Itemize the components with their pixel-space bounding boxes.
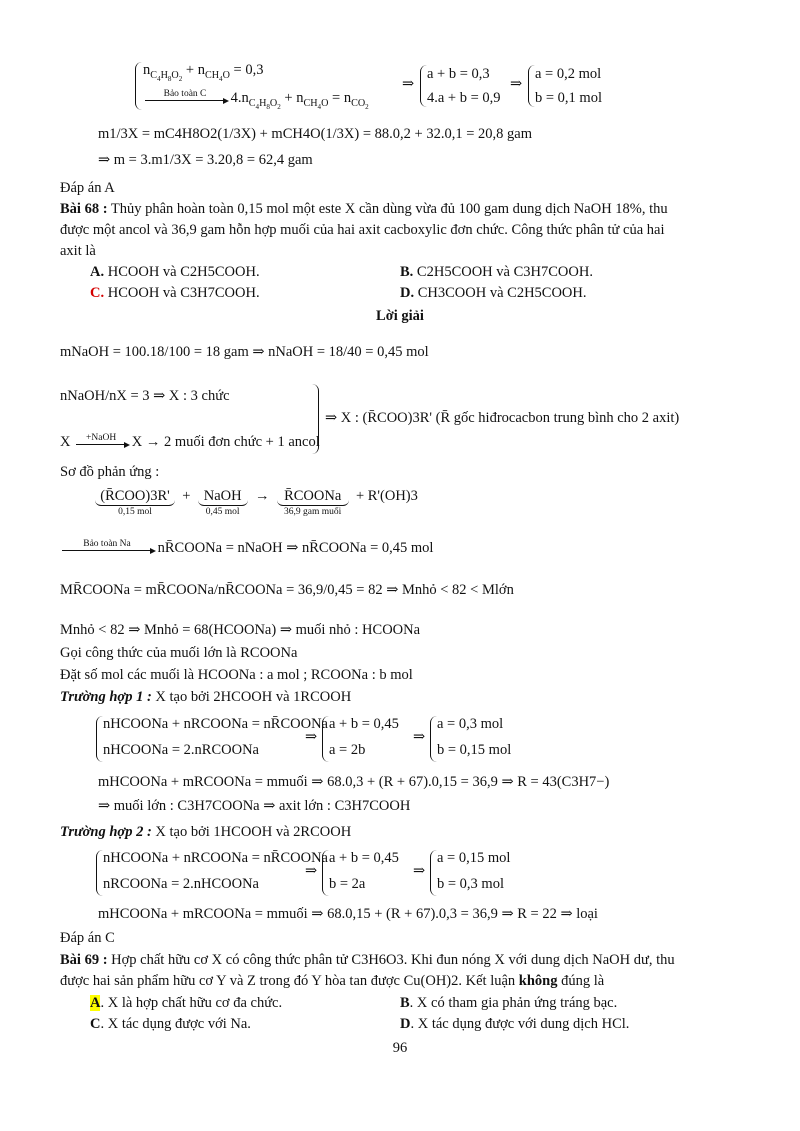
equation-line: a + b = 0,45 [329,850,399,866]
system-brace [430,850,437,896]
option-b: B. X có tham gia phản ứng tráng bạc. [400,995,618,1011]
system-brace [322,850,329,896]
solution-title: Lời giải [376,308,424,324]
implies-symbol: ⇒ [413,729,426,745]
question-line: Bài 69 : Hợp chất hữu cơ X có công thức phân tử C3H6O3. Khi đun nóng X với dung dịch NaOH dư, thu [60,952,675,968]
equation-line: ⇒ muối lớn : C3H7COONa ⇒ axit lớn : C3H7COOH [98,798,411,814]
option-a: A. HCOOH và C2H5COOH. [90,264,260,280]
equation-line: nNaOH/nX = 3 ⇒ X : 3 chức [60,388,230,404]
option-c: C. X tác dụng được với Na. [90,1016,251,1032]
equation-line: b = 2a [329,876,366,892]
page-number: 96 [392,1040,408,1056]
equation-line: MR̄COONa = mR̄COONa/nR̄COONa = 36,9/0,45 = 82 ⇒ Mnhỏ < 82 < Mlớn [60,582,514,598]
equation-line: b = 0,15 mol [437,742,512,758]
equation-line: $n_{C_4H_8O_2} + n_{CH_4O} = 0,3$ [143,62,264,83]
scheme-title: Sơ đồ phản ứng : [60,464,160,480]
equation-line: Mnhỏ < 82 ⇒ Mnhỏ = 68(HCOONa) ⇒ muối nhỏ : HCOONa [60,622,421,638]
answer-line: Đáp án C [60,930,115,946]
equation-line: a + b = 0,3 [427,66,490,82]
option-d: D. X tác dụng được với dung dịch HCl. [400,1016,630,1032]
system-brace [96,850,103,896]
equation-line: a = 2b [329,742,366,758]
equation-line: Bảo toàn Na nR̄COONa = nNaOH ⇒ nR̄COONa = 0,45 mol [60,538,433,558]
conservation-arrow: Bảo toàn Na [62,538,152,551]
system-brace [312,384,319,454]
reaction-arrow: +NaOH [76,432,126,445]
problem-label: Bài 69 : [60,952,108,968]
equation-line: a = 0,2 mol [535,66,602,82]
equation-line: 4.a + b = 0,9 [427,90,501,106]
problem-label: Bài 68 : [60,201,108,217]
equation-line: mHCOONa + mRCOONa = mmuối ⇒ 68.0,15 + (R + 67).0,3 = 36,9 ⇒ R = 22 ⇒ loại [98,906,598,922]
system-brace [528,65,535,107]
implies-symbol: ⇒ [510,76,523,92]
system-brace [420,65,427,107]
system-brace [322,716,329,762]
equation-line: nHCOONa + nRCOONa = nR̄COONa [103,850,328,866]
equation-line: ⇒ m = 3.m1/3X = 3.20,8 = 62,4 gam [98,152,313,168]
option-c: C. HCOOH và C3H7COOH. [90,285,260,301]
equation-line: a = 0,3 mol [437,716,504,732]
case-heading: Trường hợp 2 : X tạo bởi 1HCOOH và 2RCOOH [60,824,352,840]
implies-symbol: ⇒ [402,76,415,92]
implies-symbol: ⇒ [413,863,426,879]
system-brace [96,716,103,762]
question-line: được hai sản phẩm hữu cơ Y và Z trong đó Y hòa tan được Cu(OH)2. Kết luận không đúng là [60,973,605,989]
equation-line: X +NaOH X → 2 muối đơn chức + 1 ancol [60,433,320,450]
system-brace [430,716,437,762]
question-line: được một ancol và 36,9 gam hỗn hợp muối của hai axit cacboxylic đơn chức. Công thức phân tử của hai [60,222,665,238]
equation-line: nHCOONa + nRCOONa = nR̄COONa [103,716,328,732]
implies-symbol: ⇒ [305,863,318,879]
equation-line: a + b = 0,45 [329,716,399,732]
question-line: axit là [60,243,96,259]
equation-line: b = 0,3 mol [437,876,504,892]
equation-line: ⇒ X : (R̄COO)3R' (R̄ gốc hiđrocacbon trung bình cho 2 axit) [325,410,680,426]
option-d: D. CH3COOH và C2H5COOH. [400,285,587,301]
reaction-scheme: (R̄COO)3R' 0,15 mol + NaOH 0,45 mol → R̄COONa 36,9 gam muối + R'(OH)3 [95,486,418,518]
equation-line: Bảo toàn C $4.n_{C_4H_8O_2} + n_{CH_4O} = n_{CO_2}$ [143,88,369,117]
equation-line: a = 0,15 mol [437,850,511,866]
case-heading: Trường hợp 1 : X tạo bởi 2HCOOH và 1RCOOH [60,689,352,705]
equation-line: b = 0,1 mol [535,90,602,106]
option-b: B. C2H5COOH và C3H7COOH. [400,264,593,280]
equation-line: nHCOONa = 2.nRCOONa [103,742,259,758]
equation-line: mNaOH = 100.18/100 = 18 gam ⇒ nNaOH = 18/40 = 0,45 mol [60,344,429,360]
answer-line: Đáp án A [60,180,115,196]
option-a: A. X là hợp chất hữu cơ đa chức. [90,995,283,1011]
equation-line: nRCOONa = 2.nHCOONa [103,876,259,892]
equation-line: m1/3X = mC4H8O2(1/3X) + mCH4O(1/3X) = 88.0,2 + 32.0,1 = 20,8 gam [98,126,532,142]
text-line: Đặt số mol các muối là HCOONa : a mol ; RCOONa : b mol [60,667,413,683]
implies-symbol: ⇒ [305,729,318,745]
system-brace [135,62,142,110]
question-line: Bài 68 : Thủy phân hoàn toàn 0,15 mol một este X cần dùng vừa đủ 100 gam dung dịch NaOH 18%, thu [60,201,668,217]
conservation-arrow: Bảo toàn C [145,88,225,101]
equation-line: mHCOONa + mRCOONa = mmuối ⇒ 68.0,3 + (R + 67).0,15 = 36,9 ⇒ R = 43(C3H7−) [98,774,610,790]
text-line: Gọi công thức của muối lớn là RCOONa [60,645,298,661]
